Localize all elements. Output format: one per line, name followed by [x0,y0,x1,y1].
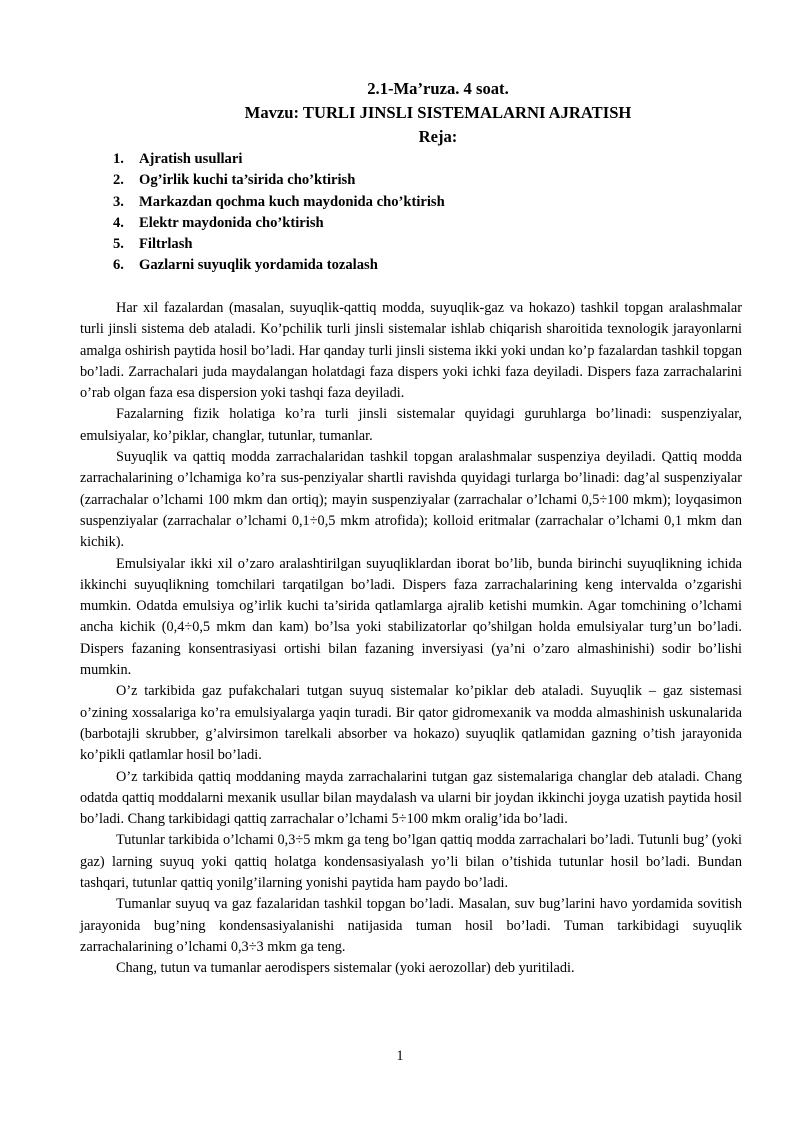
paragraph: Fazalarning fizik holatiga ko’ra turli jinsli sistemalar quyidagi guruhlarga bo’linadi: suspenziyalar, emulsiyalar, ko’piklar, changlar, tutunlar, tumanlar. [80,406,742,444]
paragraph: Har xil fazalardan (masalan, suyuqlik-qattiq modda, suyuqlik-gaz va hokazo) tashkil topgan aralashmalar turli jinsli sistema deb ataladi. Ko’pchilik turli jinsli sistemalar ishlab chiqarish sharoitida texnologik jarayonlarni amalga oshirish paytida hosil bo’ladi. Har qanday turli jinsli sistema ikki yoki undan ko’p fazalardan tashkil topgan bo’ladi. Zarrachalari juda maydalangan holatdagi faza dispers yoki ichki faza deyiladi. Dispers faza zarrachalarini o’rab olgan faza esa dispersion yoki tashqi faza deyiladi. [80,300,742,402]
plan-item-text: Ajratish usullari [139,151,243,167]
heading-block [80,77,796,149]
plan-item [113,234,445,255]
plan-item-number: 2. [113,172,124,189]
plan-item [113,149,445,170]
plan-item-number: 4. [113,214,124,231]
paragraph: Chang, tutun va tumanlar aerodispers sistemalar (yoki aerozollar) deb yuritiladi. [116,960,575,977]
plan-item-text: Markazdan qochma kuch maydonida cho’ktirish [139,193,445,210]
plan-item [113,192,445,213]
plan-list [113,149,445,277]
plan-item-text: Gazlarni suyuqlik yordamida tozalash [139,257,378,274]
paragraph: Tutunlar tarkibida o’lchami 0,3÷5 mkm ga teng bo’lgan qattiq modda zarrachalari bo’ladi. Tutunli bug’ (yoki gaz) larning suyuq yoki qattiq holatga kondensasiyalash yo’li bilan o’tishida tutunlar hosil bo’ladi. Bundan tashqari, tutunlar qattiq yonilg’ilarning yonishi paytida ham paydo bo’ladi. [80,832,742,892]
plan-item-text: Filtrlash [139,236,193,253]
topic-title: Mavzu: TURLI JINSLI SISTEMALARNI AJRATISH [244,103,632,122]
paragraph: Tumanlar suyuq va gaz fazalaridan tashkil topgan bo’ladi. Masalan, suv bug’larini havo yordamida sovitish jarayonida bug’ning kondensasiyalanishi natijasida tuman hosil bo’ladi. Tuman tarkibidagi suyuqlik zarrachalarining o’lchami 0,3÷3 mkm ga teng. [80,896,742,955]
plan-item-text: Og’irlik kuchi ta’sirida cho’ktirish [139,172,356,189]
paragraph: Suyuqlik va qattiq modda zarrachalaridan tashkil topgan aralashmalar suspenziya deyiladi. Qattiq modda zarrachalarining o’lchamiga ko’ra sus-penziyalar shartli ravishda quyidagi turlarga bo’linadi: dag’al suspenziyalar (zarrachalar o’lchami 100 mkm dan ortiq); mayin suspenziyalar (zarrachalar o’lchami 0,5÷100 mkm); loyqasimon suspenziyalar (zarrachalar o’lchami 0,1÷0,5 mkm atrofida); kolloid eritmalar (zarrachalar o’lchami 0,1 mkm dan kichik). [80,449,742,551]
paragraph: O’z tarkibida gaz pufakchalari tutgan suyuq sistemalar ko’piklar deb ataladi. Suyuqlik – gaz sistemasi o’zining xossalariga ko’ra emulsiyalarga yaqin turadi. Bir qator gidromexanik va modda almashinish uskunalarida (barbotajli skrubber, g’alvirsimon tarelkali absorber va hokazo) suyuqlik qatlamidan gazning o’tish jarayonida ko’pikli qatlamlar hosil bo’ladi. [80,683,742,764]
plan-title: Reja: [418,127,458,146]
page-number: 1 [396,1048,404,1064]
plan-item-number: 1. [113,151,124,167]
body-text [80,298,742,980]
plan-item [113,255,445,276]
plan-item [113,213,445,234]
plan-item [113,170,445,191]
plan-item-number: 6. [113,257,124,274]
lecture-line: 2.1-Ma’ruza. 4 soat. [367,79,509,98]
plan-item-text: Elektr maydonida cho’ktirish [139,214,324,231]
paragraph: Emulsiyalar ikki xil o’zaro aralashtirilgan suyuqliklardan iborat bo’lib, bunda birinchi suyuqlikning ichida ikkinchi suyuqlikning tomchilari tarqatilgan bo’ladi. Dispers faza zarrachalarining keng intervalda o’zgarishi mumkin. Odatda emulsiya og’irlik kuchi ta’sirida qatlamlarga ajralib ketishi mumkin. Agar tomchining o’lchami ancha kichik (0,4÷0,5 mkm dan kam) bo’lsa yoki stabilizatorlar qo’shilgan holda emulsiyalar turg’un bo’ladi. Dispers fazaning konsentrasiyasi ortishi bilan fazaning inversiyasi (ya’ni o’zaro almashinishi) sodir bo’lishi mumkin. [80,555,742,679]
paragraph: O’z tarkibida qattiq moddaning mayda zarrachalarini tutgan gaz sistemalariga changlar deb ataladi. Chang odatda qattiq moddalarni mexanik usullar bilan maydalash va ularni bir joydan ikkinchi joyga uzatish paytida hosil bo’ladi. Chang tarkibidagi qattiq zarrachalar o’lchami 5÷100 mkm oralig’ida bo’ladi. [80,768,742,828]
plan-item-number: 3. [113,193,124,210]
plan-item-number: 5. [113,236,124,253]
